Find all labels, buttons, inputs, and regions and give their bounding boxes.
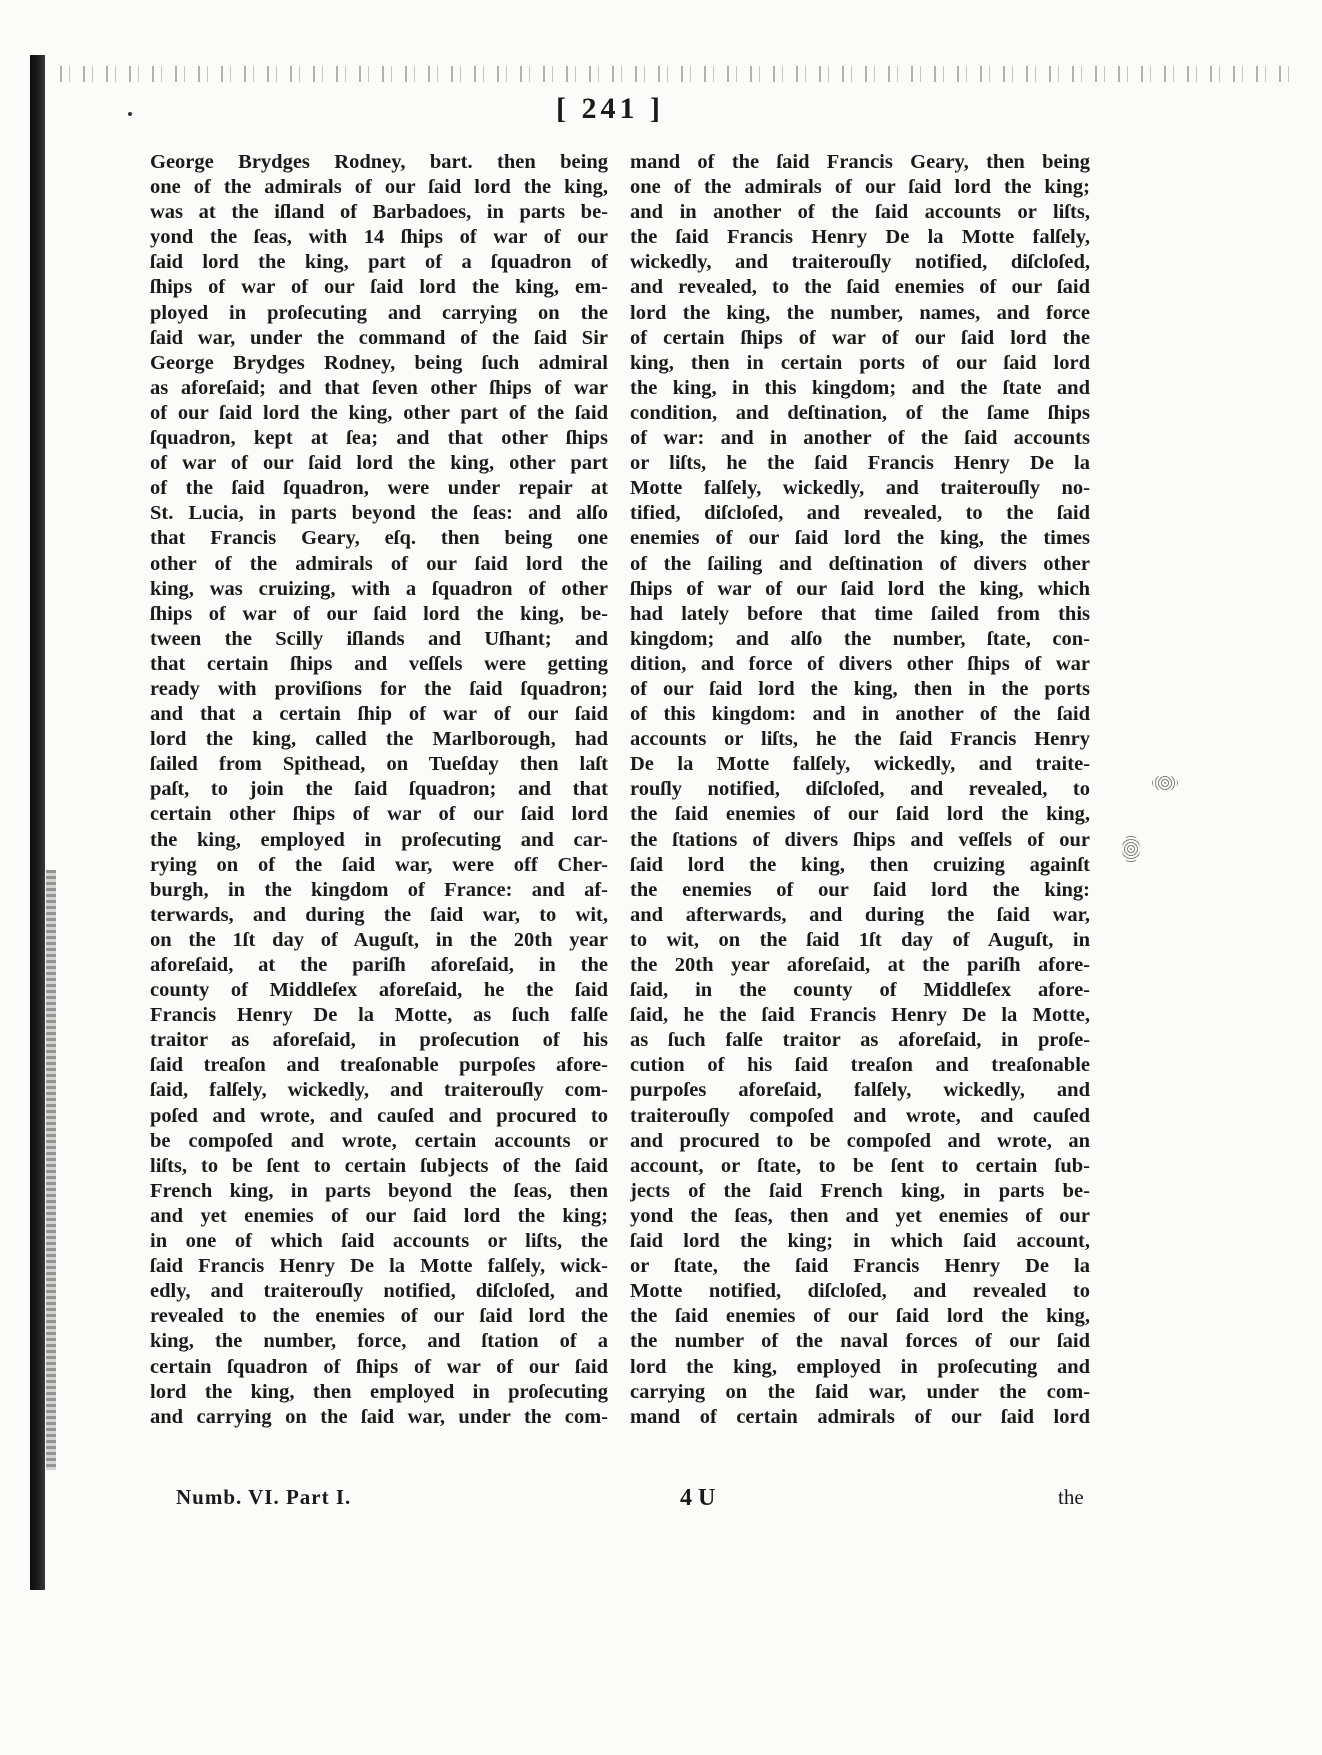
- text-line: and revealed, to the ſaid enemies of our ſaid: [630, 276, 1090, 299]
- scan-speck: [128, 112, 132, 116]
- text-line: the 20th year aforeſaid, at the pariſh afore-: [630, 954, 1090, 976]
- scan-edge-shadow: [30, 55, 45, 1590]
- scan-speck: [1152, 775, 1178, 791]
- text-line: ſailed from Spithead, on Tueſday then laſt: [150, 753, 608, 776]
- catchword: the: [1058, 1485, 1084, 1509]
- text-line: kingdom; and alſo the number, ſtate, con-: [630, 627, 1090, 650]
- text-line: ſaid Francis Henry De la Motte falſely, wick-: [150, 1255, 608, 1278]
- text-line: ſquadron, kept at ſea; and that other ſhips: [150, 427, 608, 450]
- left-column: [150, 150, 608, 1430]
- text-line: tified, diſcloſed, and revealed, to the ſaid: [630, 502, 1090, 525]
- text-line: as ſuch falſe traitor as aforeſaid, in proſe-: [630, 1029, 1090, 1052]
- text-line: the number of the naval forces of our ſaid: [630, 1330, 1090, 1353]
- text-line: dition, and force of divers other ſhips of war: [630, 652, 1090, 675]
- text-line: the ſaid Francis Henry De la Motte falſely,: [630, 226, 1090, 249]
- text-line: carrying on the ſaid war, under the com-: [630, 1380, 1090, 1403]
- text-line: revealed to the enemies of our ſaid lord the: [150, 1305, 608, 1328]
- text-line: the enemies of our ſaid lord the king:: [630, 878, 1090, 901]
- text-line: the king, in this kingdom; and the ſtate and: [630, 376, 1090, 399]
- page-number: [ 241 ]: [556, 92, 664, 125]
- text-line: accounts or liſts, he the ſaid Francis Henry: [630, 728, 1090, 751]
- text-line: yond the ſeas, with 14 ſhips of war of our: [150, 226, 608, 249]
- text-line: lord the king, employed in proſecuting and: [630, 1355, 1090, 1378]
- text-line: to wit, on the ſaid 1ſt day of Auguſt, in: [630, 928, 1090, 951]
- text-line: ſaid lord the king; in which ſaid account,: [630, 1230, 1090, 1253]
- scan-speck: [1122, 835, 1140, 863]
- text-line: one of the admirals of our ſaid lord the king;: [630, 176, 1090, 199]
- text-line: Francis Henry De la Motte, as ſuch falſe: [150, 1004, 608, 1027]
- text-line: mand of the ſaid Francis Geary, then being: [630, 151, 1090, 173]
- text-line: traitor as aforeſaid, in proſecution of his: [150, 1029, 608, 1052]
- text-line: king, the number, force, and ſtation of a: [150, 1330, 608, 1353]
- text-line: or ſtate, the ſaid Francis Henry De la: [630, 1255, 1090, 1278]
- text-line: county of Middleſex aforeſaid, he the ſaid: [150, 979, 608, 1002]
- text-line: certain other ſhips of war of our ſaid lord: [150, 803, 608, 826]
- text-line: ſaid, falſely, wickedly, and traiterouſly com-: [150, 1079, 608, 1102]
- text-line: and yet enemies of our ſaid lord the king;: [150, 1204, 608, 1227]
- text-line: ſaid lord the king, part of a ſquadron of: [150, 251, 608, 274]
- text-line: traiterouſly compoſed and wrote, and cauſed: [630, 1104, 1090, 1127]
- text-line: the ſtations of divers ſhips and veſſels of our: [630, 828, 1090, 851]
- page-header: [490, 92, 730, 126]
- text-line: ſhips of war of our ſaid lord the king, be-: [150, 602, 608, 625]
- text-line: Motte notified, diſcloſed, and revealed to: [630, 1280, 1090, 1303]
- text-line: tween the Scilly iſlands and Uſhant; and: [150, 627, 608, 650]
- text-line: edly, and traiterouſly notified, diſcloſed, and: [150, 1280, 608, 1303]
- text-line: was at the iſland of Barbadoes, in parts be-: [150, 201, 608, 224]
- text-line: of war: and in another of the ſaid accounts: [630, 427, 1090, 450]
- text-line: that certain ſhips and veſſels were getting: [150, 652, 608, 675]
- text-line: in one of which ſaid accounts or liſts, the: [150, 1230, 608, 1253]
- text-line: ployed in proſecuting and carrying on the: [150, 301, 608, 324]
- text-line: burgh, in the kingdom of France: and af-: [150, 878, 608, 901]
- text-line: or liſts, he the ſaid Francis Henry De la: [630, 452, 1090, 475]
- text-line: rouſly notified, diſcloſed, and revealed, to: [630, 778, 1090, 801]
- text-line: and carrying on the ſaid war, under the com-: [150, 1405, 608, 1428]
- text-line: the king, employed in proſecuting and car-: [150, 828, 608, 851]
- text-line: and afterwards, and during the ſaid war,: [630, 903, 1090, 926]
- signature-mark: Numb. VI. Part I.: [176, 1485, 352, 1509]
- text-line: ſaid war, under the command of the ſaid Sir: [150, 326, 608, 349]
- text-line: ſaid, in the county of Middleſex afore-: [630, 979, 1090, 1002]
- text-line: and procured to be compoſed and wrote, an: [630, 1129, 1090, 1152]
- text-line: George Brydges Rodney, being ſuch admiral: [150, 351, 608, 374]
- text-line: one of the admirals of our ſaid lord the king,: [150, 176, 608, 199]
- scan-top-noise: [60, 66, 1290, 82]
- text-line: of our ſaid lord the king, other part of the ſaid: [150, 401, 608, 424]
- text-line: lord the king, called the Marlborough, had: [150, 728, 608, 751]
- text-line: ſaid, he the ſaid Francis Henry De la Motte,: [630, 1004, 1090, 1027]
- text-line: wickedly, and traiterouſly notified, diſcloſed,: [630, 251, 1090, 274]
- text-line: of war of our ſaid lord the king, other part: [150, 452, 608, 475]
- text-line: account, or ſtate, to be ſent to certain ſub-: [630, 1154, 1090, 1177]
- text-line: the ſaid enemies of our ſaid lord the king,: [630, 803, 1090, 826]
- text-line: as aforeſaid; and that ſeven other ſhips of war: [150, 376, 608, 399]
- text-line: rying on of the ſaid war, were off Cher-: [150, 853, 608, 876]
- text-line: French king, in parts beyond the ſeas, then: [150, 1179, 608, 1202]
- text-line: other of the admirals of our ſaid lord the: [150, 552, 608, 575]
- text-line: poſed and wrote, and cauſed and procured to: [150, 1104, 608, 1127]
- text-line: purpoſes aforeſaid, falſely, wickedly, and: [630, 1079, 1090, 1102]
- text-line: terwards, and during the ſaid war, to wit,: [150, 903, 608, 926]
- right-column: [630, 150, 1090, 1430]
- text-line: ſaid treaſon and treaſonable purpoſes afore-: [150, 1054, 608, 1077]
- text-line: ready with proviſions for the ſaid ſquadron;: [150, 677, 608, 700]
- text-line: on the 1ſt day of Auguſt, in the 20th year: [150, 928, 608, 951]
- text-line: the ſaid enemies of our ſaid lord the king,: [630, 1305, 1090, 1328]
- text-line: ſaid lord the king, then cruizing againſt: [630, 853, 1090, 876]
- text-line: certain ſquadron of ſhips of war of our ſaid: [150, 1355, 608, 1378]
- text-line: cution of his ſaid treaſon and treaſonable: [630, 1054, 1090, 1077]
- text-line: ſhips of war of our ſaid lord the king, em-: [150, 276, 608, 299]
- text-line: and that a certain ſhip of war of our ſaid: [150, 703, 608, 726]
- text-line: enemies of our ſaid lord the king, the times: [630, 527, 1090, 550]
- sheet-mark: 4 U: [680, 1485, 716, 1511]
- text-line: aforeſaid, at the pariſh aforeſaid, in the: [150, 954, 608, 976]
- text-line: be compoſed and wrote, certain accounts or: [150, 1129, 608, 1152]
- text-line: George Brydges Rodney, bart. then being: [150, 151, 608, 173]
- text-line: had lately before that time ſailed from this: [630, 602, 1090, 625]
- text-line: of the ſailing and deſtination of divers other: [630, 552, 1090, 575]
- text-line: paſt, to join the ſaid ſquadron; and that: [150, 778, 608, 801]
- text-line: lord the king, the number, names, and force: [630, 301, 1090, 324]
- text-line: of the ſaid ſquadron, were under repair at: [150, 477, 608, 500]
- text-line: ſhips of war of our ſaid lord the king, which: [630, 577, 1090, 600]
- text-line: jects of the ſaid French king, in parts be-: [630, 1179, 1090, 1202]
- text-line: king, was cruizing, with a ſquadron of other: [150, 577, 608, 600]
- text-line: of this kingdom: and in another of the ſaid: [630, 703, 1090, 726]
- text-line: yond the ſeas, then and yet enemies of our: [630, 1204, 1090, 1227]
- text-line: liſts, to be ſent to certain ſubjects of the ſaid: [150, 1154, 608, 1177]
- text-line: of certain ſhips of war of our ſaid lord the: [630, 326, 1090, 349]
- scan-binding-texture: [46, 870, 56, 1470]
- text-line: Motte falſely, wickedly, and traiterouſly no-: [630, 477, 1090, 500]
- text-line: mand of certain admirals of our ſaid lord: [630, 1405, 1090, 1428]
- text-line: king, then in certain ports of our ſaid lord: [630, 351, 1090, 374]
- text-line: De la Motte falſely, wickedly, and traite-: [630, 753, 1090, 776]
- text-line: and in another of the ſaid accounts or liſts,: [630, 201, 1090, 224]
- text-line: lord the king, then employed in proſecuting: [150, 1380, 608, 1403]
- text-line: St. Lucia, in parts beyond the ſeas: and alſo: [150, 502, 608, 525]
- text-line: that Francis Geary, eſq. then being one: [150, 527, 608, 550]
- text-line: of our ſaid lord the king, then in the ports: [630, 677, 1090, 700]
- text-line: condition, and deſtination, of the ſame ſhips: [630, 401, 1090, 424]
